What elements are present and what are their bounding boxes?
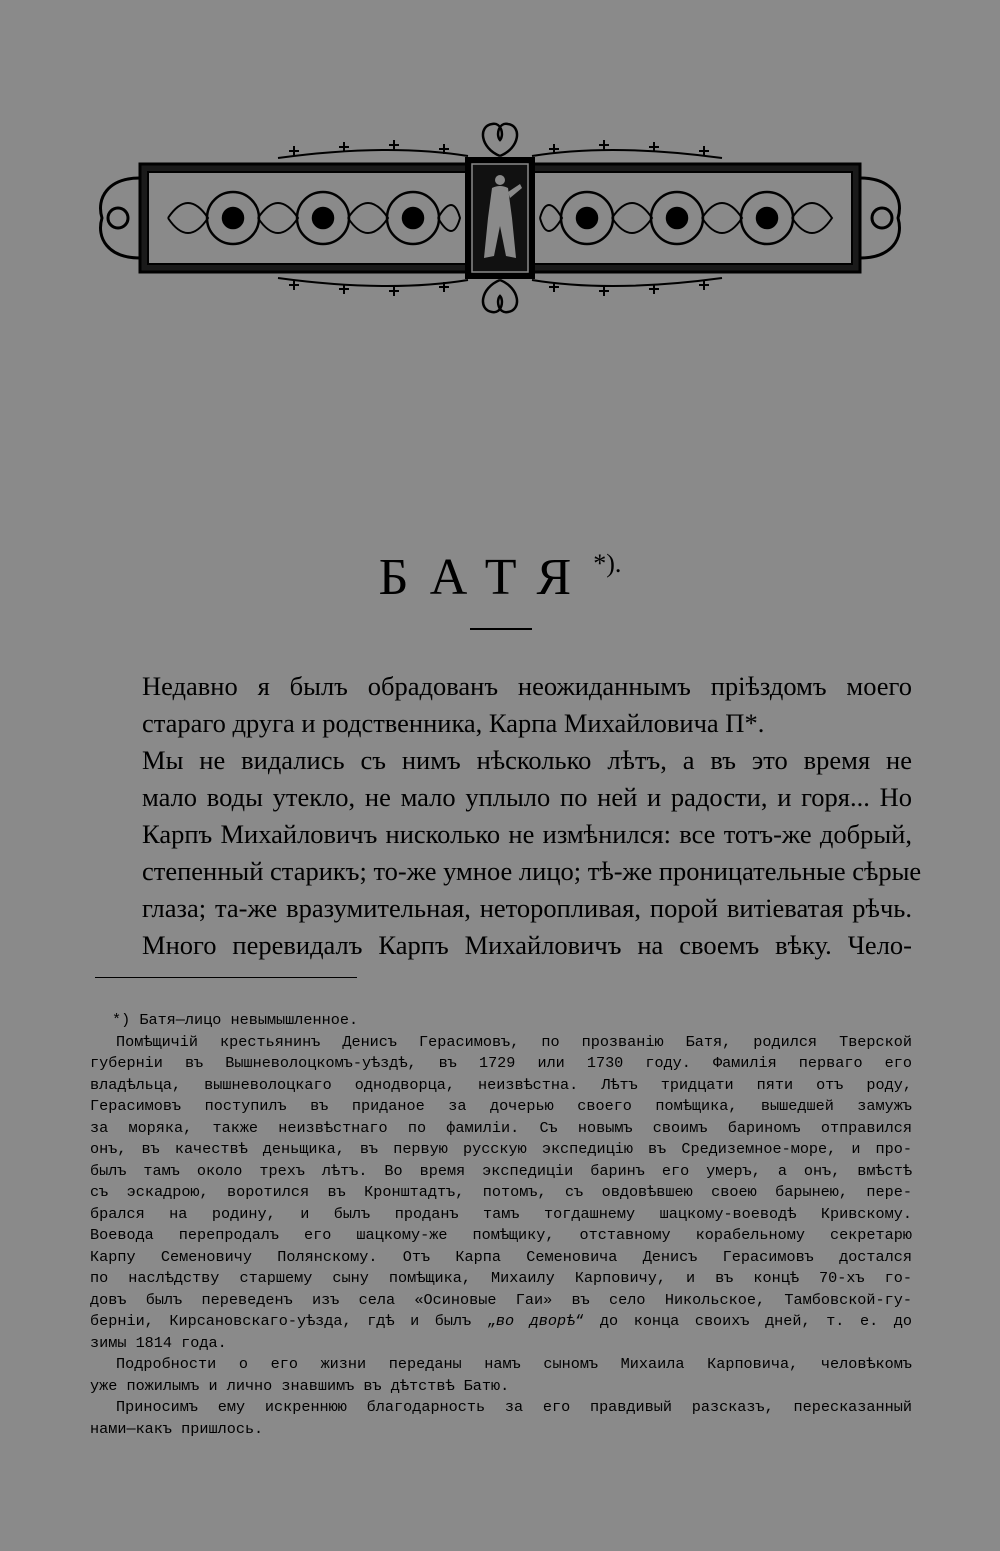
footnote-line-with-quote: берніи, Кирсановскаго-уѣзда, гдѣ и былъ „во дворѣ“ до конца своихъ дней, т. е. до xyxy=(90,1312,912,1330)
footnote-line: Карпу Семеновичу Полянскому. Отъ Карпа Семеновича Денисъ Герасимовъ достался xyxy=(90,1247,912,1266)
title-divider xyxy=(470,628,532,630)
footnote-divider xyxy=(95,977,357,978)
ornamental-headpiece xyxy=(88,118,912,318)
footnote-text: берніи, Кирсановскаго-уѣзда, гдѣ и былъ xyxy=(90,1312,472,1330)
footnote-line: нами—какъ пришлось. xyxy=(90,1419,264,1438)
body-line: Недавно я былъ обрадованъ неожиданнымъ пріѣздомъ моего xyxy=(142,671,912,701)
body-line: Мы не видались съ нимъ нѣсколько лѣтъ, а въ это время не xyxy=(142,745,912,775)
body-line: мало воды утекло, не мало уплыло по ней и радости, и горя... Но xyxy=(142,782,912,812)
footnote-line: Герасимовъ поступилъ въ приданое за дочерью своего помѣщика, вышедшей замужъ xyxy=(90,1097,912,1115)
body-line: глаза; та-же вразумительная, неторопливая, порой витіеватая рѣчь. xyxy=(142,893,912,923)
footnote-line: Воевода перепродалъ его шацкому-же помѣщику, отставному корабельному секретарю xyxy=(90,1226,912,1244)
footnote-line: за моряка, также неизвѣстнаго по фамиліи. Съ новымъ своимъ бариномъ отправился xyxy=(90,1118,912,1137)
headpiece-ornament-graphic xyxy=(88,118,912,318)
footnote-line: уже пожилымъ и лично знавшимъ въ дѣтствѣ Батю. xyxy=(90,1376,510,1395)
footnote-line: Подробности о его жизни переданы намъ сыномъ Михаила Карповича, человѣкомъ xyxy=(116,1355,912,1373)
footnote-line: по наслѣдству старшему сыну помѣщика, Михаилу Карповичу, и въ концѣ 70-хъ го- xyxy=(90,1269,912,1287)
body-line: Карпъ Михайловичъ нисколько не измѣнился: все тотъ-же добрый, xyxy=(142,819,912,849)
footnote-line: зимы 1814 года. xyxy=(90,1333,227,1352)
footnote-line: съ эскадрою, воротился въ Кронштадтъ, потомъ, съ овдовѣвшею своею барынею, пере- xyxy=(90,1183,912,1201)
body-line: Много перевидалъ Карпъ Михайловичъ на своемъ вѣку. Чело- xyxy=(142,930,912,960)
footnote-line: владѣльца, вышневолоцкаго однодворца, неизвѣстна. Лѣтъ тридцати пяти отъ роду, xyxy=(90,1075,912,1094)
title-footnote-mark: *). xyxy=(593,549,622,578)
footnotes xyxy=(90,1010,912,1440)
footnote-italic-phrase: во дворѣ xyxy=(495,1312,576,1330)
footnote-text: до конца своихъ дней, т. е. до xyxy=(599,1312,912,1330)
title-text: БАТЯ xyxy=(378,549,594,606)
footnote-line: Приносимъ ему искреннюю благодарность за его правдивый разсказъ, пересказанный xyxy=(116,1398,912,1416)
body-text xyxy=(142,668,922,964)
footnote-line: онъ, въ качествѣ деньщика, въ первую русскую экспедицію въ Средиземное-море, и про- xyxy=(90,1140,912,1158)
chapter-title xyxy=(0,548,1000,607)
footnote-line: брался на родину, и былъ проданъ тамъ тогдашнему шацкому-воеводѣ Кривскому. xyxy=(90,1204,912,1223)
footnote-line: довъ былъ переведенъ изъ села «Осиновые Гаи» въ село Никольское, Тамбовской-гу- xyxy=(90,1290,912,1309)
footnote-line: *) Батя—лицо невымышленное. xyxy=(112,1011,359,1029)
footnote-line: Помѣщичій крестьянинъ Денисъ Герасимовъ, по прозванію Батя, родился Тверской xyxy=(116,1032,912,1051)
body-line: стараго друга и родственника, Карпа Михайловича П*. xyxy=(142,708,765,738)
footnote-line: былъ тамъ около трехъ лѣтъ. Во время экспедиціи баринъ его умеръ, а онъ, вмѣстѣ xyxy=(90,1161,912,1180)
footnote-line: губерніи въ Вышневолоцкомъ-уѣздѣ, въ 1729 или 1730 году. Фамилія перваго его xyxy=(90,1054,912,1072)
body-line: степенный старикъ; то-же умное лицо; тѣ-же проницательные сѣрые xyxy=(142,856,922,886)
